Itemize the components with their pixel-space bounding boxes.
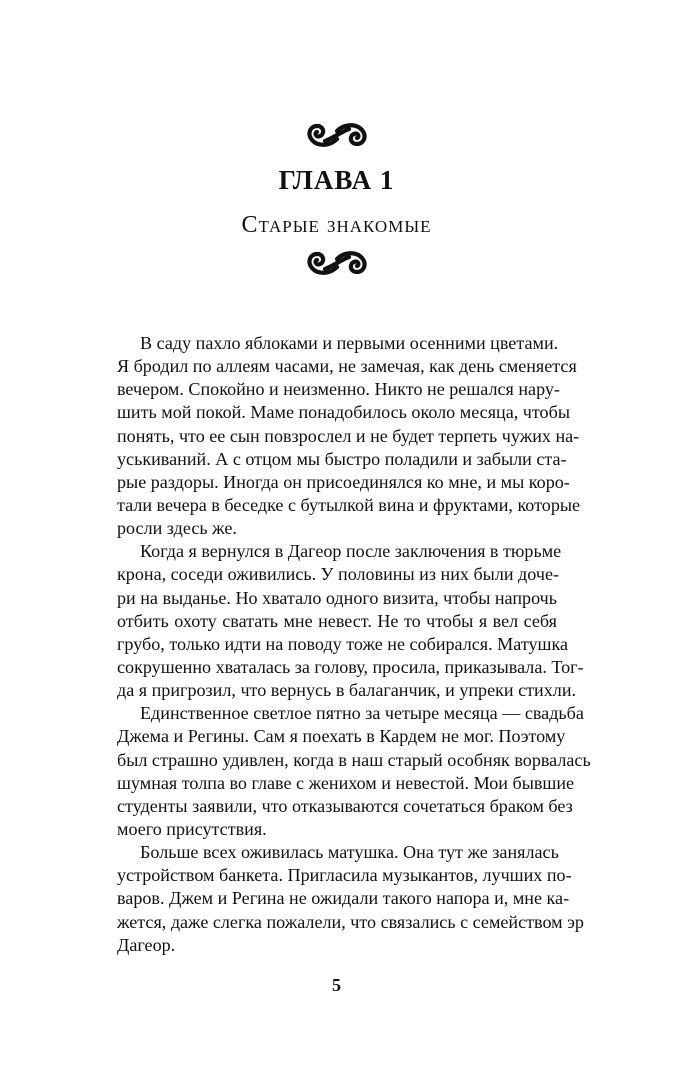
text-line: понять, что ее сын повзрослел и не будет терпеть чужих на- [117,425,580,446]
text-line: ри на выданье. Но хватало одного визита, чтобы напрочь [117,587,558,608]
text-line: студенты заявили, что отказываются сочетаться браком без [117,795,573,816]
text-line: отбить охоту сватать мне невест. Не то чтобы я вел себя [117,610,557,631]
text-line: да я пригрозил, что вернусь в балаганчик, и упреки стихли. [117,680,577,701]
text-line: грубо, только идти на поводу тоже не собирался. Матушка [117,633,569,654]
text-line: В саду пахло яблоками и первыми осенними цветами. [140,333,559,353]
text-line: моего присутствия. [117,818,267,839]
double-spiral-ornament-icon [297,248,377,278]
text-line: Больше всех оживилась матушка. Она тут же занялась [140,842,559,863]
text-line: росли здесь же. [117,518,237,539]
text-line: Когда я вернулся в Дагеор после заключения в тюрьме [140,541,562,562]
chapter-title: ГЛАВА 1 [278,165,395,195]
text-line: Джема и Регины. Сам я поехать в Кардем не мог. Поэтому [117,726,566,747]
text-line: сокрушенно хваталась за голову, просила, приказывала. Тог- [117,656,584,677]
text-line: жется, даже слегка пожалели, что связались с семейством эр [117,911,584,932]
text-line: вечером. Спокойно и неизменно. Никто не решался нару- [117,379,560,400]
text-line: был страшно удивлен, когда в наш старый особняк ворвалась [117,749,591,770]
chapter-ornament-top [0,120,673,150]
text-line: тали вечера в беседке с бутылкой вина и фруктами, которые [117,494,581,515]
chapter-body-text [117,332,591,957]
double-spiral-ornament-icon [297,120,377,150]
text-line: Я бродил по аллеям часами, не замечая, как день сменяется [117,356,577,377]
chapter-subtitle: Старые знакомые [241,212,432,238]
paragraph-4 [117,841,584,957]
paragraph-3 [117,702,591,841]
text-line: шить мой покой. Маме понадобилось около месяца, чтобы [117,402,570,423]
text-line: устройством банкета. Пригласила музыкантов, лучших по- [117,865,572,886]
paragraph-2 [117,540,584,702]
paragraph-1 [117,332,581,540]
text-line: шумная толпа во главе с женихом и невестой. Мои бывшие [117,772,575,793]
text-line: уськиваний. А с отцом мы быстро поладили и забыли ста- [117,448,567,469]
text-line: крона, соседи оживились. У половины из них были доче- [117,564,559,585]
page-number: 5 [332,975,341,995]
text-line: варов. Джем и Регина не ожидали такого напора и, мне ка- [117,888,570,909]
text-line: Дагеор. [117,934,176,955]
chapter-ornament-bottom [0,248,673,278]
text-line: Единственное светлое пятно за четыре месяца — свадьба [140,703,584,724]
text-line: рые раздоры. Иногда он присоединялся ко мне, и мы коро- [117,471,570,492]
